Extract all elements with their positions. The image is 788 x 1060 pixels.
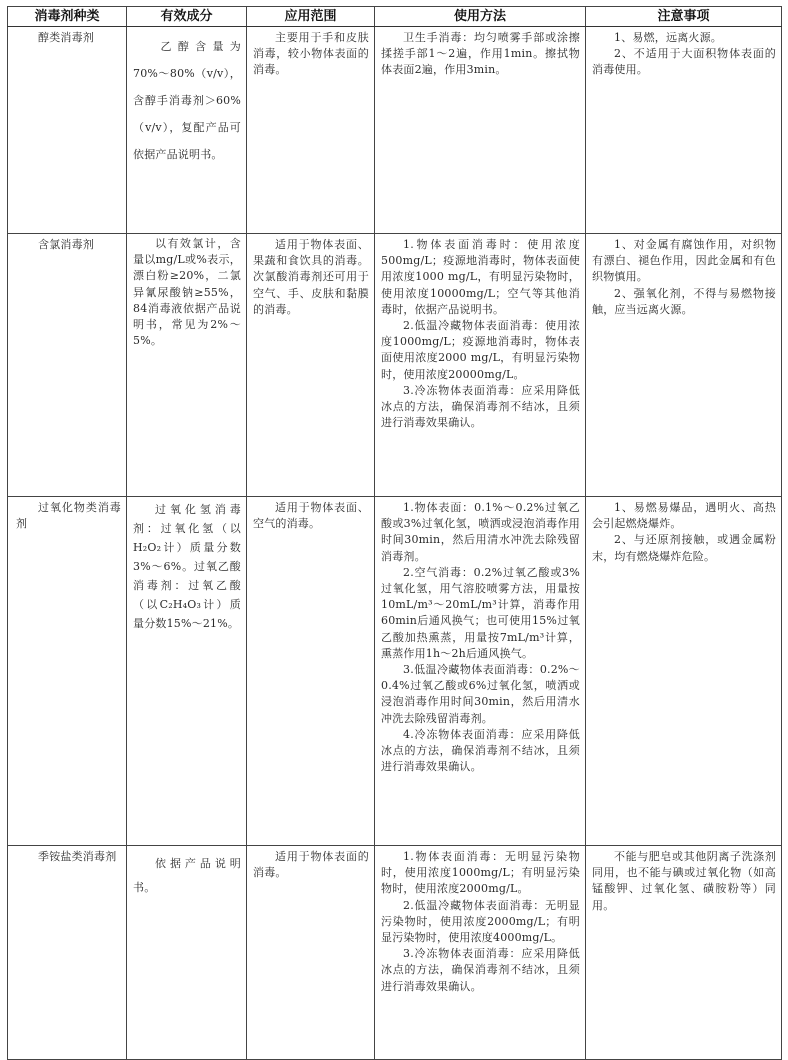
table-row [8,234,782,497]
scope-text: 适用于物体表面、果蔬和食饮具的消毒。次氯酸消毒剂还可用于空气、手、皮肤和黏膜的消毒。 [253,238,369,316]
usage-text: 2.低温冷藏物体表面消毒：使用浓度1000mg/L；疫源地消毒时，物体表面使用浓度2000 mg/L，有明显污染物时，使用浓度20000mg/L。 [381,319,580,381]
ingredient-cell [127,27,247,234]
type-text: 季铵盐类消毒剂 [38,850,117,863]
scope-text: 主要用于手和皮肤消毒，较小物体表面的消毒。 [253,31,369,77]
usage-cell [375,497,586,846]
header-ingredient: 有效成分 [127,7,247,27]
type-text: 含氯消毒剂 [38,238,94,251]
usage-text: 2.低温冷藏物体表面消毒：无明显污染物时，使用浓度2000mg/L；有明显污染物时，使用浓度4000mg/L。 [381,898,580,945]
notes-cell [586,497,782,846]
usage-cell [375,27,586,234]
usage-text: 1.物体表面消毒时：使用浓度500mg/L；疫源地消毒时，物体表面使用浓度1000 mg/L，有明显污染物时，使用浓度10000mg/L；空气等其他消毒时，依据产品说明书。 [381,238,580,316]
scope-cell [247,846,375,1060]
table-row [8,27,782,234]
ingredient-cell [127,846,247,1060]
type-cell [8,497,127,846]
usage-cell [375,846,586,1060]
note-text: 2、与还原剂接触，或遇金属粉末，均有燃烧爆炸危险。 [592,533,776,563]
notes-cell [586,846,782,1060]
type-text: 过氧化物类消毒剂 [16,501,121,531]
header-scope: 应用范围 [247,7,375,27]
table-header-row [8,7,782,27]
ingredient-text: 乙醇含量为70%～80%（v/v），含醇手消毒剂＞60%（v/v），复配产品可依据产品说明书。 [133,40,241,161]
usage-text: 3.冷冻物体表面消毒：应采用降低冰点的方法，确保消毒剂不结冰，且须进行消毒效果确认。 [381,947,580,993]
scope-cell [247,27,375,234]
note-text: 2、强氧化剂，不得与易燃物接触，应当远离火源。 [592,286,776,316]
usage-cell [375,234,586,497]
ingredient-cell [127,497,247,846]
ingredient-text: 依据产品说明书。 [133,857,241,894]
note-text: 1、对金属有腐蚀作用，对织物有漂白、褪色作用，因此金属和有色织物慎用。 [592,238,776,284]
scope-cell [247,234,375,497]
scope-cell [247,497,375,846]
type-text: 醇类消毒剂 [38,31,94,44]
scope-text: 适用于物体表面的消毒。 [253,850,369,880]
usage-text: 3.冷冻物体表面消毒：应采用降低冰点的方法，确保消毒剂不结冰，且须进行消毒效果确认。 [381,383,580,430]
note-text: 1、易燃，远离火源。 [614,31,722,44]
usage-text: 4.冷冻物体表面消毒：应采用降低冰点的方法，确保消毒剂不结冰，且须进行消毒效果确认。 [381,727,580,774]
ingredient-text: 过氧化氢消毒剂：过氧化氢（以H₂O₂计）质量分数3%～6%。过氧乙酸消毒剂：过氧乙酸（以C₂H₄O₃计）质量分数15%～21%。 [133,503,241,630]
header-type: 消毒剂种类 [8,7,127,27]
notes-cell [586,234,782,497]
usage-text: 3.低温冷藏物体表面消毒：0.2%～0.4%过氧乙酸或6%过氧化氢，喷洒或浸泡消毒作用时间30min，然后用清水冲洗去除残留消毒剂。 [381,663,580,725]
usage-text: 1.物体表面：0.1%～0.2%过氧乙酸或3%过氧化氢，喷洒或浸泡消毒作用时间30min，然后用清水冲洗去除残留消毒剂。 [381,501,580,563]
ingredient-cell [127,234,247,497]
disinfectant-table [7,6,782,1060]
usage-text: 1.物体表面消毒：无明显污染物时，使用浓度1000mg/L；有明显污染物时，使用浓度2000mg/L。 [381,850,580,896]
type-cell [8,846,127,1060]
header-usage: 使用方法 [375,7,586,27]
note-text: 不能与肥皂或其他阴离子洗涤剂同用，也不能与碘或过氧化物（如高锰酸钾、过氧化氢、磺胺粉等）同用。 [592,850,776,912]
table-row [8,846,782,1060]
type-cell [8,234,127,497]
usage-text: 卫生手消毒：均匀喷雾手部或涂擦揉搓手部1～2遍，作用1min。擦拭物体表面2遍，作用3min。 [381,31,580,77]
scope-text: 适用于物体表面、空气的消毒。 [253,501,369,531]
type-cell [8,27,127,234]
note-text: 2、不适用于大面积物体表面的消毒使用。 [592,47,776,77]
ingredient-text: 以有效氯计，含量以mg/L或%表示，漂白粉≥20%，二氯异氰尿酸钠≥55%，84消毒液依据产品说明书，常见为2%～5%。 [133,237,241,348]
notes-cell [586,27,782,234]
usage-text: 2.空气消毒：0.2%过氧乙酸或3%过氧化氢，用气溶胶喷雾方法，用量按10mL/m³～20mL/m³计算，消毒作用60min后通风换气；也可使用15%过氧乙酸加热熏蒸，用量按7mL/m³计算，熏蒸作用1h～2h后通风换气。 [381,565,580,660]
note-text: 1、易燃易爆品，遇明火、高热会引起燃烧爆炸。 [592,501,776,531]
header-notes: 注意事项 [586,7,782,27]
table-row [8,497,782,846]
